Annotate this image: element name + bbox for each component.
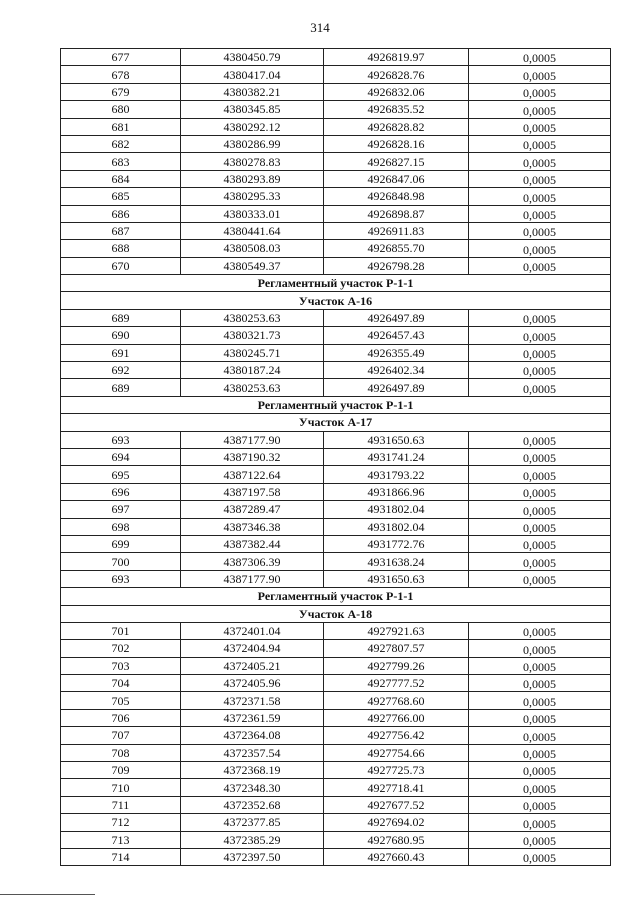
y-coordinate-cell: 4926827.15 [324,153,469,170]
tolerance-cell: 0,0005 [469,83,611,100]
table-row [61,657,611,674]
section-heading-row [61,396,611,413]
x-coordinate-cell: 4380295.33 [181,188,324,205]
table-row [61,622,611,639]
tolerance-cell: 0,0005 [469,762,611,779]
table-row [61,675,611,692]
tolerance-cell: 0,0005 [469,240,611,257]
x-coordinate-cell: 4380345.85 [181,101,324,118]
point-number-cell: 683 [61,153,181,170]
tolerance-cell: 0,0005 [469,170,611,187]
point-number-cell: 704 [61,675,181,692]
x-coordinate-cell: 4372405.21 [181,657,324,674]
point-number-cell: 700 [61,553,181,570]
table-row [61,66,611,83]
x-coordinate-cell: 4380292.12 [181,118,324,135]
point-number-cell: 692 [61,362,181,379]
point-number-cell: 697 [61,501,181,518]
tolerance-cell: 0,0005 [469,675,611,692]
table-row [61,831,611,848]
point-number-cell: 699 [61,535,181,552]
table-row [61,135,611,152]
y-coordinate-cell: 4927766.00 [324,709,469,726]
point-number-cell: 714 [61,848,181,865]
y-coordinate-cell: 4931793.22 [324,466,469,483]
y-coordinate-cell: 4927754.66 [324,744,469,761]
y-coordinate-cell: 4926497.89 [324,309,469,326]
x-coordinate-cell: 4380187.24 [181,362,324,379]
tolerance-cell: 0,0005 [469,205,611,222]
point-number-cell: 680 [61,101,181,118]
y-coordinate-cell: 4927725.73 [324,762,469,779]
table-row [61,692,611,709]
point-number-cell: 693 [61,431,181,448]
x-coordinate-cell: 4380508.03 [181,240,324,257]
x-coordinate-cell: 4380245.71 [181,344,324,361]
y-coordinate-cell: 4931802.04 [324,501,469,518]
tolerance-cell: 0,0005 [469,135,611,152]
tolerance-cell: 0,0005 [469,66,611,83]
y-coordinate-cell: 4927677.52 [324,796,469,813]
tolerance-cell: 0,0005 [469,796,611,813]
x-coordinate-cell: 4387289.47 [181,501,324,518]
y-coordinate-cell: 4926497.89 [324,379,469,396]
x-coordinate-cell: 4372368.19 [181,762,324,779]
tolerance-cell: 0,0005 [469,49,611,66]
point-number-cell: 693 [61,570,181,587]
table-row [61,779,611,796]
y-coordinate-cell: 4926402.34 [324,362,469,379]
y-coordinate-cell: 4931650.63 [324,570,469,587]
table-row [61,344,611,361]
y-coordinate-cell: 4926898.87 [324,205,469,222]
x-coordinate-cell: 4372371.58 [181,692,324,709]
point-number-cell: 688 [61,240,181,257]
tolerance-cell: 0,0005 [469,622,611,639]
y-coordinate-cell: 4931772.76 [324,535,469,552]
y-coordinate-cell: 4926828.16 [324,135,469,152]
table-row [61,83,611,100]
table-row [61,362,611,379]
point-number-cell: 707 [61,727,181,744]
y-coordinate-cell: 4926848.98 [324,188,469,205]
tolerance-cell: 0,0005 [469,657,611,674]
y-coordinate-cell: 4931650.63 [324,431,469,448]
point-number-cell: 685 [61,188,181,205]
point-number-cell: 687 [61,222,181,239]
x-coordinate-cell: 4387346.38 [181,518,324,535]
point-number-cell: 686 [61,205,181,222]
table-row [61,205,611,222]
table-row [61,327,611,344]
y-coordinate-cell: 4931866.96 [324,483,469,500]
table-row [61,744,611,761]
point-number-cell: 706 [61,709,181,726]
point-number-cell: 691 [61,344,181,361]
x-coordinate-cell: 4372352.68 [181,796,324,813]
tolerance-cell: 0,0005 [469,814,611,831]
tolerance-cell: 0,0005 [469,483,611,500]
x-coordinate-cell: 4380450.79 [181,49,324,66]
point-number-cell: 696 [61,483,181,500]
x-coordinate-cell: 4387122.64 [181,466,324,483]
x-coordinate-cell: 4372361.59 [181,709,324,726]
table-row [61,727,611,744]
x-coordinate-cell: 4372377.85 [181,814,324,831]
table-row [61,153,611,170]
tolerance-cell: 0,0005 [469,448,611,465]
x-coordinate-cell: 4372385.29 [181,831,324,848]
table-row [61,170,611,187]
tolerance-cell: 0,0005 [469,744,611,761]
point-number-cell: 682 [61,135,181,152]
tolerance-cell: 0,0005 [469,362,611,379]
tolerance-cell: 0,0005 [469,640,611,657]
tolerance-cell: 0,0005 [469,257,611,274]
tolerance-cell: 0,0005 [469,553,611,570]
x-coordinate-cell: 4372397.50 [181,848,324,865]
table-row [61,796,611,813]
table-row [61,570,611,587]
tolerance-cell: 0,0005 [469,848,611,865]
point-number-cell: 708 [61,744,181,761]
tolerance-cell: 0,0005 [469,692,611,709]
section-heading: Регламентный участок Р-1-1 [61,588,611,605]
table-row [61,309,611,326]
table-row [61,118,611,135]
point-number-cell: 684 [61,170,181,187]
y-coordinate-cell: 4927777.52 [324,675,469,692]
table-row [61,448,611,465]
tolerance-cell: 0,0005 [469,327,611,344]
y-coordinate-cell: 4927694.02 [324,814,469,831]
tolerance-cell: 0,0005 [469,222,611,239]
table-row [61,188,611,205]
table-row [61,49,611,66]
table-row [61,257,611,274]
x-coordinate-cell: 4372404.94 [181,640,324,657]
point-number-cell: 670 [61,257,181,274]
tolerance-cell: 0,0005 [469,188,611,205]
table-row [61,431,611,448]
y-coordinate-cell: 4926457.43 [324,327,469,344]
tolerance-cell: 0,0005 [469,570,611,587]
point-number-cell: 713 [61,831,181,848]
y-coordinate-cell: 4927680.95 [324,831,469,848]
y-coordinate-cell: 4927807.57 [324,640,469,657]
y-coordinate-cell: 4931802.04 [324,518,469,535]
y-coordinate-cell: 4926911.83 [324,222,469,239]
tolerance-cell: 0,0005 [469,535,611,552]
x-coordinate-cell: 4380333.01 [181,205,324,222]
x-coordinate-cell: 4372348.30 [181,779,324,796]
x-coordinate-cell: 4387177.90 [181,431,324,448]
tolerance-cell: 0,0005 [469,118,611,135]
section-heading-row [61,414,611,431]
section-heading-row [61,275,611,292]
tolerance-cell: 0,0005 [469,344,611,361]
point-number-cell: 705 [61,692,181,709]
y-coordinate-cell: 4926855.70 [324,240,469,257]
section-heading: Участок А-18 [61,605,611,622]
table-row [61,640,611,657]
x-coordinate-cell: 4380293.89 [181,170,324,187]
x-coordinate-cell: 4387177.90 [181,570,324,587]
point-number-cell: 701 [61,622,181,639]
x-coordinate-cell: 4380286.99 [181,135,324,152]
point-number-cell: 698 [61,518,181,535]
y-coordinate-cell: 4926828.82 [324,118,469,135]
x-coordinate-cell: 4372364.08 [181,727,324,744]
table-row [61,466,611,483]
point-number-cell: 694 [61,448,181,465]
section-heading-row [61,605,611,622]
point-number-cell: 689 [61,309,181,326]
y-coordinate-cell: 4927718.41 [324,779,469,796]
x-coordinate-cell: 4387197.58 [181,483,324,500]
x-coordinate-cell: 4372405.96 [181,675,324,692]
x-coordinate-cell: 4380253.63 [181,379,324,396]
tolerance-cell: 0,0005 [469,101,611,118]
x-coordinate-cell: 4387190.32 [181,448,324,465]
table-row [61,483,611,500]
point-number-cell: 709 [61,762,181,779]
tolerance-cell: 0,0005 [469,466,611,483]
section-heading: Участок А-16 [61,292,611,309]
y-coordinate-cell: 4931638.24 [324,553,469,570]
tolerance-cell: 0,0005 [469,309,611,326]
x-coordinate-cell: 4380321.73 [181,327,324,344]
tolerance-cell: 0,0005 [469,431,611,448]
point-number-cell: 703 [61,657,181,674]
section-heading: Регламентный участок Р-1-1 [61,396,611,413]
point-number-cell: 689 [61,379,181,396]
point-number-cell: 678 [61,66,181,83]
table-row [61,101,611,118]
y-coordinate-cell: 4927756.42 [324,727,469,744]
x-coordinate-cell: 4380549.37 [181,257,324,274]
table-row [61,709,611,726]
tolerance-cell: 0,0005 [469,727,611,744]
point-number-cell: 712 [61,814,181,831]
y-coordinate-cell: 4926847.06 [324,170,469,187]
coordinates-table-body [61,49,611,866]
point-number-cell: 702 [61,640,181,657]
x-coordinate-cell: 4380441.64 [181,222,324,239]
tolerance-cell: 0,0005 [469,779,611,796]
section-heading-row [61,292,611,309]
y-coordinate-cell: 4926835.52 [324,101,469,118]
point-number-cell: 679 [61,83,181,100]
tolerance-cell: 0,0005 [469,501,611,518]
point-number-cell: 677 [61,49,181,66]
point-number-cell: 710 [61,779,181,796]
tolerance-cell: 0,0005 [469,709,611,726]
point-number-cell: 690 [61,327,181,344]
table-row [61,518,611,535]
tolerance-cell: 0,0005 [469,518,611,535]
x-coordinate-cell: 4387382.44 [181,535,324,552]
y-coordinate-cell: 4931741.24 [324,448,469,465]
point-number-cell: 681 [61,118,181,135]
table-row [61,762,611,779]
point-number-cell: 711 [61,796,181,813]
y-coordinate-cell: 4927660.43 [324,848,469,865]
x-coordinate-cell: 4372401.04 [181,622,324,639]
section-heading-row [61,588,611,605]
x-coordinate-cell: 4380278.83 [181,153,324,170]
section-heading: Регламентный участок Р-1-1 [61,275,611,292]
table-row [61,553,611,570]
y-coordinate-cell: 4926832.06 [324,83,469,100]
coordinates-table [60,48,611,866]
table-row [61,848,611,865]
point-number-cell: 695 [61,466,181,483]
tolerance-cell: 0,0005 [469,153,611,170]
table-row [61,240,611,257]
x-coordinate-cell: 4380253.63 [181,309,324,326]
y-coordinate-cell: 4926828.76 [324,66,469,83]
tolerance-cell: 0,0005 [469,831,611,848]
page-number: 314 [310,20,330,35]
footer-rule [0,894,95,895]
y-coordinate-cell: 4926819.97 [324,49,469,66]
x-coordinate-cell: 4372357.54 [181,744,324,761]
y-coordinate-cell: 4926355.49 [324,344,469,361]
tolerance-cell: 0,0005 [469,379,611,396]
table-row [61,535,611,552]
y-coordinate-cell: 4927768.60 [324,692,469,709]
y-coordinate-cell: 4927921.63 [324,622,469,639]
y-coordinate-cell: 4926798.28 [324,257,469,274]
x-coordinate-cell: 4380417.04 [181,66,324,83]
table-row [61,379,611,396]
x-coordinate-cell: 4380382.21 [181,83,324,100]
section-heading: Участок А-17 [61,414,611,431]
table-row [61,501,611,518]
y-coordinate-cell: 4927799.26 [324,657,469,674]
table-row [61,222,611,239]
table-row [61,814,611,831]
x-coordinate-cell: 4387306.39 [181,553,324,570]
